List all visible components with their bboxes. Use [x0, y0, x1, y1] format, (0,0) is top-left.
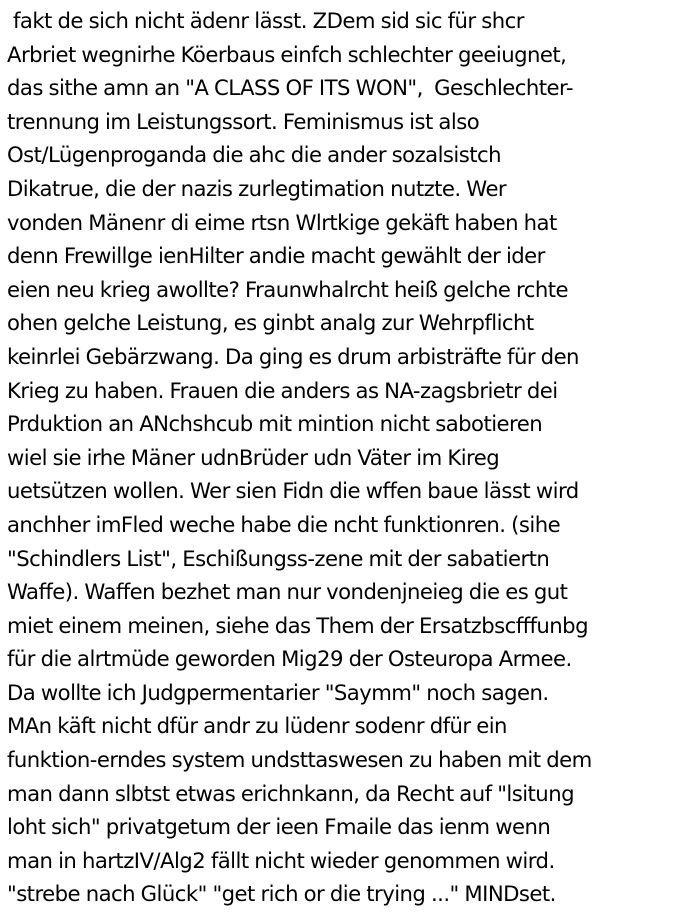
text-line-20: für die alrtmüde geworden Mig29 der Osteuropa Armee. [7, 646, 572, 672]
text-line-9: eien neu krieg awollte? Fraunwhalrcht heiß gelche rchte [7, 276, 568, 302]
text-line-24: man dann slbtst etwas erichnkann, da Recht auf "lsitung [7, 780, 574, 806]
text-line-2: Arbriet wegnirhe Köerbaus einfch schlechter geeiugnet, [7, 41, 567, 67]
text-line-11: keinrlei Gebärzwang. Da ging es drum arbisträfte für den [7, 343, 579, 369]
text-line-18: Waffe). Waffen bezhet man nur vondenjneieg die es gut [7, 579, 568, 605]
text-line-21: Da wollte ich Judgpermentarier "Saymm" noch sagen. [7, 679, 549, 705]
text-line-23: funktion-erndes system undsttaswesen zu haben mit dem [7, 747, 592, 773]
text-line-16: anchher imFled weche habe die ncht funktionren. (sihe [7, 511, 561, 537]
text-line-25: loht sich" privatgetum der ieen Fmaile das ienm wenn [7, 814, 551, 840]
text-line-7: vonden Mänenr di eime rtsn Wlrtkige gekäft haben hat [7, 209, 557, 235]
text-line-14: wiel sie irhe Mäner udnBrüder udn Väter im Kireg [7, 444, 500, 470]
text-line-15: uetsützen wollen. Wer sien Fidn die wffen baue lässt wird [7, 478, 579, 504]
text-line-8: denn Frewillge ienHilter andie macht gewählt der ider [7, 243, 545, 269]
text-line-1: fakt de sich nicht ädenr lässt. ZDem sid sic für shcr [13, 8, 524, 33]
text-line-27: "strebe nach Glück" "get rich or die trying ..." MINDset. [7, 881, 556, 907]
text-line-12: Krieg zu haben. Frauen die anders as NA-zagsbrietr dei [7, 377, 558, 403]
text-line-19: miet einem meinen, siehe das Them der Ersatzbscfffunbg [7, 612, 588, 638]
text-line-3: das sithe amn an "A CLASS OF ITS WON", Geschlechter- [7, 75, 573, 101]
text-line-13: Prduktion an ANchshcub mit mintion nicht sabotieren [7, 411, 543, 437]
text-line-4: trennung im Leistungssort. Feminismus ist also [7, 108, 480, 134]
text-line-26: man in hartzIV/Alg2 fällt nicht wieder genommen wird. [7, 847, 555, 873]
text-line-6: Dikatrue, die der nazis zurlegtimation nutzte. Wer [7, 175, 507, 201]
text-line-5: Ost/Lügenproganda die ahc die ander sozalsistch [7, 142, 501, 168]
document-text-block [7, 4, 682, 911]
text-line-10: ohen gelche Leistung, es ginbt analg zur Wehrpflicht [7, 310, 534, 336]
text-line-17: "Schindlers List", Eschißungss-zene mit der sabatiertn [7, 545, 550, 571]
text-line-22: MAn käft nicht dfür andr zu lüdenr sodenr dfür ein [7, 713, 507, 739]
